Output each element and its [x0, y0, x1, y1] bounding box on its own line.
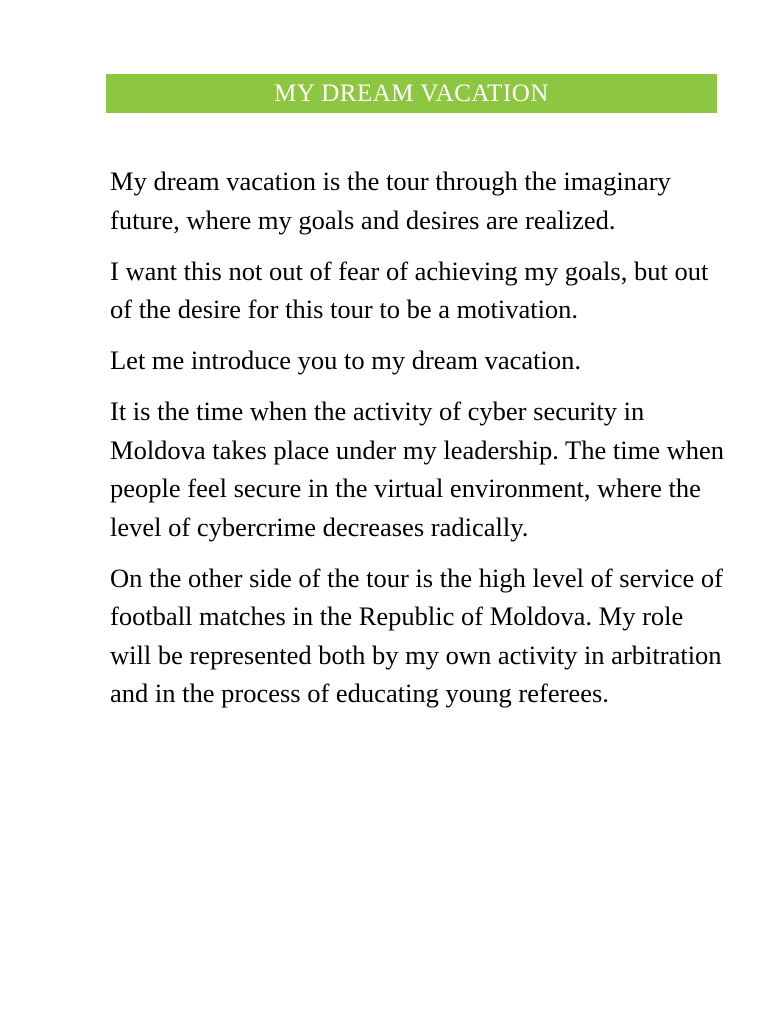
paragraph-motivation: I want this not out of fear of achieving my goals, but out of the desire for this tour to be a motivation. — [110, 255, 709, 324]
paragraph-introduction: Let me introduce you to my dream vacation. — [110, 345, 581, 375]
paragraph-intro: My dream vacation is the tour through the imaginary future, where my goals and desires are realized. — [110, 166, 671, 235]
title-banner — [106, 74, 717, 113]
paragraph-football: On the other side of the tour is the high level of service of football matches in the Republic of Moldova. My role will be represented both by my own activity in arbitration and in the process of educating young referees. — [110, 562, 724, 708]
page-title: MY DREAM VACATION — [274, 80, 549, 107]
document-body — [110, 162, 725, 725]
paragraph-cyber-security: It is the time when the activity of cyber security in Moldova takes place under my leadership. The time when people feel secure in the virtual environment, where the level of cybercrime decreases radically. — [110, 396, 724, 542]
